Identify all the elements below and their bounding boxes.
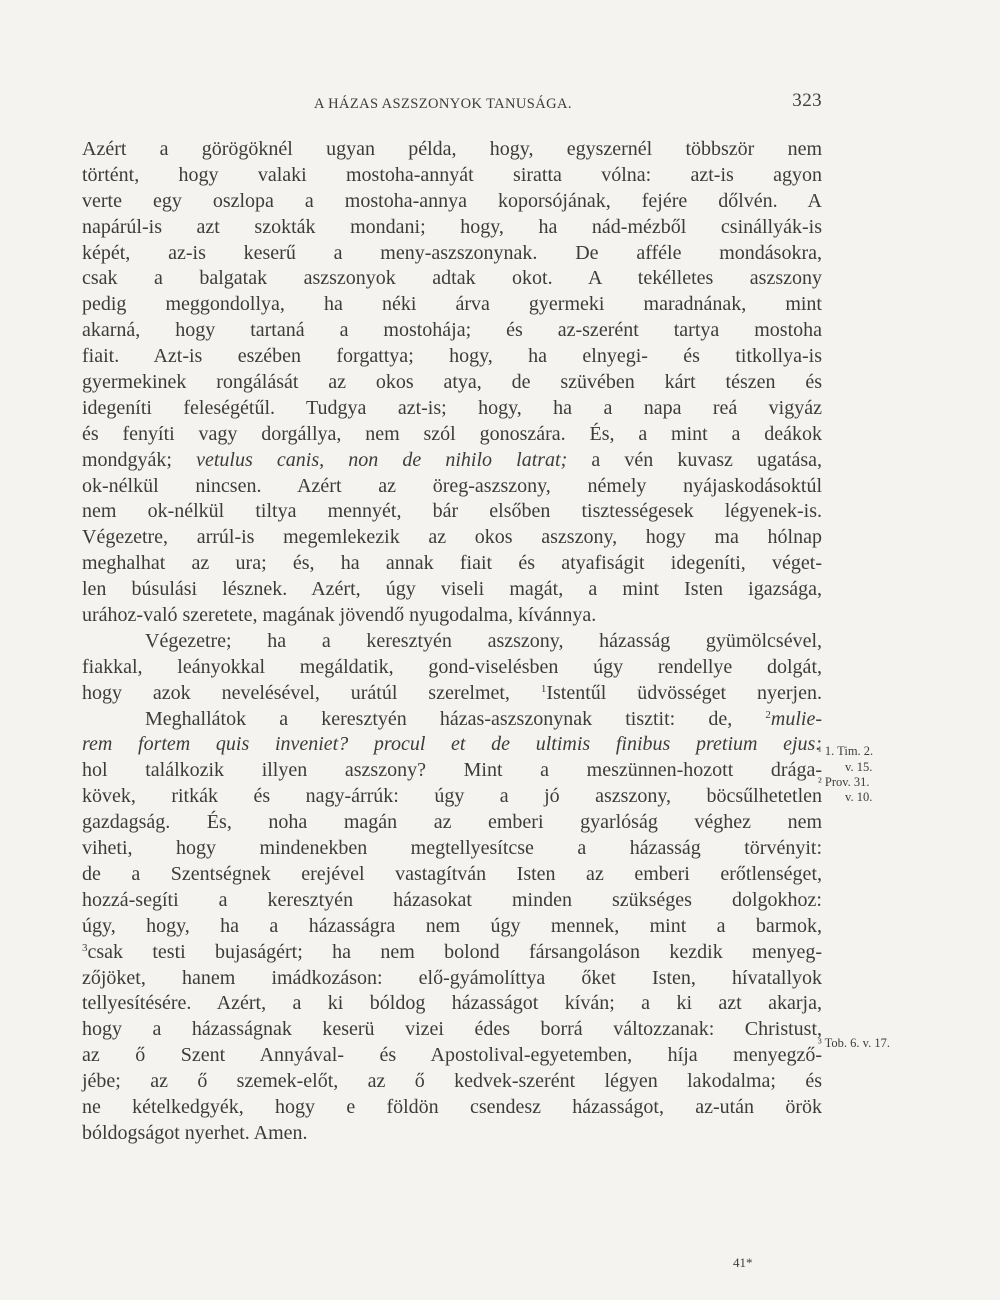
text-line: jébe; az ő szemek-előt, az ő kedvek-szerént légyen lakodalma; és: [82, 1070, 822, 1093]
text-line: napárúl-is azt szokták mondani; hogy, ha nád-mézből csinállyák-is: [82, 215, 822, 238]
text-line: tellyesítésére. Azért, a ki bóldog házasságot kíván; a ki azt akarja,: [82, 992, 822, 1015]
text-run: csak testi bujaságért; ha nem bolond fársangoláson kezdik menyeg-: [87, 940, 822, 963]
footnote-marker: 3: [82, 941, 88, 954]
text-line: csak a balgatak aszszonyok adtak okot. A tekélletes aszszony: [82, 267, 822, 290]
text-run: mondgyák;: [82, 448, 197, 471]
text-line: kövek, ritkák és nagy-árrúk: úgy a jó aszszony, böcsűlhetetlen: [82, 785, 822, 808]
text-line: hozzá-segíti a keresztyén házasokat minden szükséges dolgokhoz:: [82, 888, 822, 911]
text-line: az ő Szent Annyával- és Apostolival-egyetemben, híja menyegző-: [82, 1044, 822, 1067]
text-line: len búsulási lésznek. Azért, úgy viseli magát, a mint Isten igazsága,: [82, 578, 822, 601]
text-line: meghalhat az ura; és, ha annak fiait és atyafiságit idegeníti, véget-: [82, 552, 822, 575]
text-line: akarná, hogy tartaná a mostohája; és az-szerént tartya mostoha: [82, 319, 822, 342]
text-line: Végezetre, arrúl-is megemlekezik az okos aszszony, hogy ma hólnap: [82, 526, 822, 549]
latin-quote: mulie-: [770, 707, 822, 730]
body-text: [82, 137, 822, 1147]
text-line-latin-quote: [82, 732, 822, 758]
margin-note-2: ² Prov. 31.: [818, 775, 870, 789]
text-line: ok-nélkül nincsen. Azért az öreg-aszszony, némely nyájaskodásoktúl: [82, 474, 822, 497]
footnote-marker: 2: [765, 708, 771, 721]
text-line: úgy, hogy, ha a házasságra nem úgy mennek, mint a barmok,: [82, 914, 822, 937]
text-line: hogy a házasságnak keserü vizei édes borrá változzanak: Christust,: [82, 1018, 822, 1041]
text-line-footnote-2: [82, 707, 822, 733]
text-line-footnote-3: [82, 940, 822, 966]
text-run: a vén kuvasz ugatása,: [567, 448, 823, 471]
text-line-paragraph-end: bóldogságot nyerhet. Amen.: [82, 1121, 308, 1144]
running-title: A HÁZAS ASZSZONYOK TANUSÁGA.: [314, 96, 572, 112]
text-line: képét, az-is keserű a meny-aszszonynak. De afféle mondásokra,: [82, 241, 822, 264]
text-line: Azért a görögöknél ugyan példa, hogy, egyszernél többször nem: [82, 138, 822, 160]
text-line: zőjöket, hanem imádkozáson: elő-gyámolíttya őket Isten, hívatallyok: [82, 966, 822, 989]
signature-mark: 41*: [733, 1255, 753, 1270]
margin-note-1-cont: v. 15.: [845, 760, 873, 774]
text-line-footnote-1: [82, 681, 822, 707]
text-line-paragraph-end: urához-való szeretete, magának jövendő nyugodalma, kívánnya.: [82, 604, 597, 627]
text-run: hogy azok nevelésével, urátúl szerelmet,: [82, 681, 541, 704]
running-head: [82, 90, 822, 120]
text-line-paragraph-start: Végezetre; ha a keresztyén aszszony, házasság gyümölcsével,: [145, 629, 822, 652]
margin-note-2-cont: v. 10.: [845, 790, 873, 804]
text-line: nem ok-nélkül tiltya mennyét, bár elsőben tisztességesek légyenek-is.: [82, 500, 822, 523]
latin-quote: vetulus canis, non de nihilo latrat;: [196, 448, 568, 471]
text-line: történt, hogy valaki mostoha-annyát siratta vólna: azt-is agyon: [82, 163, 822, 186]
margin-note-3: ³ Tob. 6. v. 17.: [818, 1036, 890, 1050]
text-line: gazdagság. És, noha magán az emberi gyarlóság véghez nem: [82, 811, 822, 834]
text-line: viheti, hogy mindenekben megtellyesítcse a házasság törvényit:: [82, 837, 822, 860]
text-line: fiait. Azt-is eszében forgattya; hogy, ha elnyegi- és titkollya-is: [82, 345, 822, 368]
text-line: verte egy oszlopa a mostoha-annya koporsójának, fejére dőlvén. A: [82, 189, 822, 212]
latin-quote: rem fortem quis inveniet? procul et de ultimis finibus pretium ejus:: [82, 733, 822, 756]
text-line-latin-quote: [82, 448, 822, 474]
text-line: ne kételkedgyék, hogy e földön csendesz házasságot, az-után örök: [82, 1095, 822, 1118]
margin-note-1: ¹ 1. Tim. 2.: [818, 744, 874, 758]
footnote-marker: 1: [540, 682, 547, 695]
text-line: és fenyíti vagy dorgállya, nem szól gonoszára. És, a mint a deákok: [82, 422, 822, 445]
text-line: fiakkal, leányokkal megáldatik, gond-viselésben úgy rendellye dolgát,: [82, 655, 822, 678]
text-line: gyermekinek rongálását az okos atya, de szüvében kárt tészen és: [82, 371, 822, 394]
text-line: pedig meggondollya, ha néki árva gyermeki maradnának, mint: [82, 293, 822, 316]
text-line: hol találkozik illyen aszszony? Mint a meszünnen-hozott drága-: [82, 759, 822, 782]
text-line: de a Szentségnek erejével vastagítván Isten az emberi erőtlenséget,: [82, 862, 822, 885]
text-run: Istentűl üdvösséget nyerjen.: [546, 681, 822, 704]
text-line: idegeníti feleségétűl. Tudgya azt-is; hogy, ha a napa reá vigyáz: [82, 396, 822, 419]
text-run: Meghallátok a keresztyén házas-aszszonynak tisztit: de,: [145, 707, 766, 730]
page-number: 323: [792, 90, 822, 111]
